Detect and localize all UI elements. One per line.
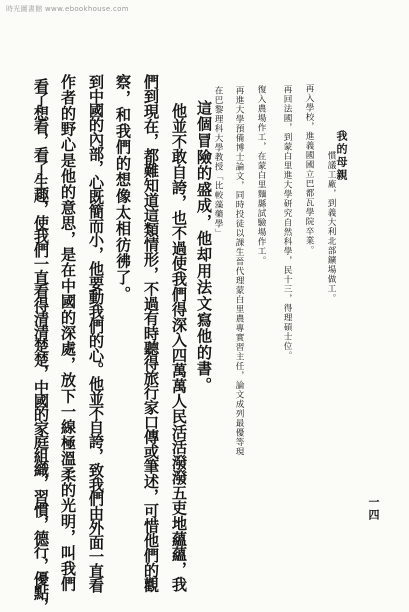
page-number: 一四 xyxy=(367,496,380,522)
note-line-5: 再進大學預備博士論文，同時投徒以課生晉代理蒙白里農專實習主任，論文成列最優等現 xyxy=(234,86,244,457)
body-line-4: 察，和我們的想像太相彷彿了。 xyxy=(114,74,132,303)
body-line-6: 作者的野心是他的意思，是在中國的深處，放下一線極溫柔的光明，叫我們 xyxy=(59,74,77,592)
note-line-6: 在巴黎理科大學教授「比較藻藥學」 xyxy=(213,86,223,238)
note-line-4: 復入農場作工，在蒙白里麵縣試驗場作工。 xyxy=(256,85,266,266)
body-line-7: 看了想看，看了生趣，使我們一直看得清清楚楚，中國的家庭組織，習慣，德行，優點， xyxy=(32,78,50,612)
body-line-2: 他並不敢自誇，也不過使我們得深入四萬萬人民活活潑潑五吏地蘊蘊，我 xyxy=(170,103,188,592)
body-line-5: 到中國的內部，心既簡而小，他要動我們的心。他並不自誇，致我們由外面一直看 xyxy=(87,74,105,593)
body-line-3: 們到現在，都難知道這類情形，不過有時聽得旅行家口傳或筆述，可惜他們的觀 xyxy=(142,74,160,593)
note-line-3: 再回法國，到蒙白里進大學研究自然科學，民十三，得理碩士位。 xyxy=(282,85,292,361)
running-title: 我的母親 xyxy=(335,130,348,182)
note-line-2: 再入學校，進義國國立巴都瓦學院卒業。 xyxy=(304,84,314,255)
watermark: 時光圖書館 www.ebookhouse.com xyxy=(6,5,129,13)
body-line-1: 這個冒險的盛成，他却用法文寫他的書。 xyxy=(195,100,213,394)
note-line-1: 慣議工廠，到義大利北部鑛場做工。 xyxy=(326,151,336,303)
